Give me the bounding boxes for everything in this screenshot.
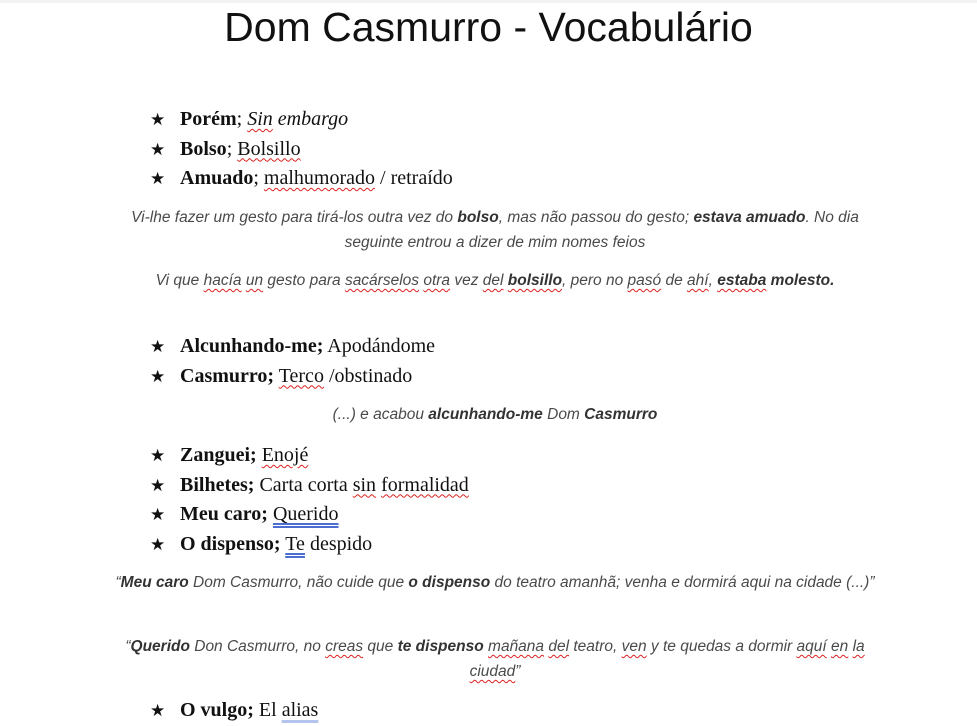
vocab-translation: Terco	[278, 364, 324, 387]
vocab-translation: Bolsillo	[237, 137, 301, 160]
vocab-translation: Sin	[247, 108, 273, 130]
quote-spanish-1: Vi que hacía un gesto para sacárselos otra vez del bolsillo, pero no pasó de ahí, estaba molesto.	[155, 272, 835, 289]
star-bullet-icon: ★	[150, 475, 166, 495]
star-bullet-icon: ★	[150, 110, 166, 129]
star-bullet-icon: ★	[150, 337, 166, 356]
vocab-term: O vulgo;	[180, 699, 254, 721]
star-bullet-icon: ★	[150, 366, 166, 386]
vocab-term: Meu caro;	[180, 503, 268, 525]
quote-portuguese-3: “Meu caro Dom Casmurro, não cuide que o dispenso do teatro amanhã; venha e dormirá aqui na cidade (...)”	[115, 574, 875, 591]
vocab-translation: Apodándome	[327, 335, 436, 357]
quote-spanish-3: “Querido Don Casmurro, no creas que te dispenso mañana del teatro, ven y te quedas a dormir aquí en la ciudad”	[125, 638, 865, 680]
vocab-translation: Enojé	[261, 444, 309, 466]
vocab-term: Zanguei;	[180, 444, 257, 466]
star-bullet-icon: ★	[150, 139, 166, 159]
star-bullet-icon: ★	[150, 169, 166, 188]
vocab-term: Amuado	[180, 167, 254, 189]
top-edge	[0, 0, 977, 3]
star-bullet-icon: ★	[150, 505, 166, 524]
vocab-term: Casmurro;	[180, 364, 275, 387]
star-bullet-icon: ★	[150, 701, 166, 720]
star-bullet-icon: ★	[150, 534, 166, 554]
vocab-translation: Querido	[272, 503, 339, 525]
vocab-term: Bilhetes;	[180, 473, 255, 496]
vocab-translation: malhumorado	[263, 167, 376, 189]
document-title: Dom Casmurro - Vocabulário	[224, 4, 753, 50]
vocab-term: Alcunhando-me;	[180, 335, 324, 357]
vocab-term: O dispenso;	[180, 532, 281, 555]
quote-portuguese-1: Vi-lhe fazer um gesto para tirá-los outra vez do bolso, mas não passou do gesto; estava amuado. No dia seguinte entrou a dizer de mim nomes feios	[131, 209, 859, 251]
quote-portuguese-2: (...) e acabou alcunhando-me Dom Casmurro	[332, 406, 658, 423]
vocab-term: Porém	[180, 108, 237, 130]
vocab-term: Bolso	[180, 137, 227, 160]
star-bullet-icon: ★	[150, 446, 166, 465]
